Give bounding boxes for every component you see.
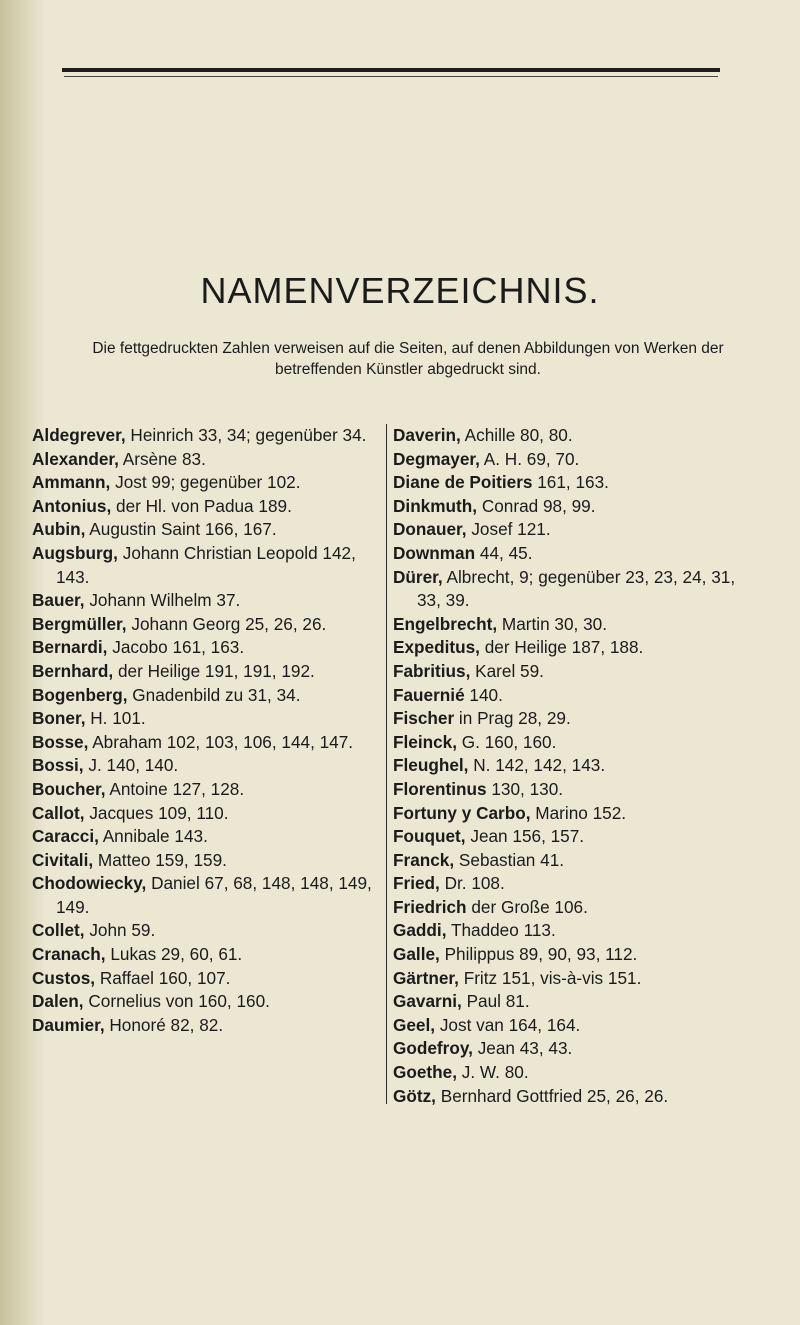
entry-refs: Jacobo 161, 163. (112, 637, 245, 658)
entry-refs: Conrad 98, 99. (481, 495, 596, 516)
entry-name: Donauer, (393, 519, 467, 540)
entry-refs: Jean 43, 43. (477, 1038, 573, 1059)
entry-refs: Martin 30, 30. (501, 613, 607, 634)
index-entry (393, 754, 745, 778)
entry-refs: 44, 45. (479, 542, 533, 563)
index-entry (393, 542, 745, 566)
entry-refs: Lukas 29, 60, 61. (110, 944, 243, 965)
index-entry (393, 919, 745, 943)
entry-name: Dinkmuth, (393, 495, 478, 516)
entry-refs: Dr. 108. (444, 873, 505, 894)
index-entry (393, 1014, 745, 1038)
entry-refs: Cornelius von 160, 160. (88, 991, 270, 1012)
entry-name: Gavarni, (393, 991, 462, 1012)
entry-name: Augsburg, (32, 542, 118, 563)
entry-name: Aldegrever, (32, 425, 126, 445)
entry-name: Expeditus, (393, 637, 480, 658)
entry-refs: Honoré 82, 82. (109, 1014, 224, 1035)
index-entry (393, 943, 745, 967)
index-entry (32, 778, 377, 802)
index-entry (32, 471, 377, 495)
entry-refs: J. 140, 140. (88, 755, 179, 776)
entry-name: Geel, (393, 1014, 436, 1035)
index-entry (393, 1085, 745, 1109)
entry-name: Daverin, (393, 425, 461, 445)
entry-refs: Johann Wilhelm 37. (89, 590, 241, 611)
entry-refs: Josef 121. (471, 519, 551, 540)
entry-refs: Matteo 159, 159. (97, 849, 227, 870)
entry-name: Godefroy, (393, 1038, 473, 1059)
entry-name: Diane de Poitiers (393, 472, 533, 493)
entry-refs: Gnadenbild zu 31, 34. (132, 684, 301, 705)
entry-name: Bergmüller, (32, 613, 127, 634)
index-entry (32, 518, 377, 542)
entry-name: Fabritius, (393, 660, 471, 681)
entry-refs: 161, 163. (537, 472, 609, 493)
index-entry (32, 754, 377, 778)
entry-refs: Albrecht, 9; gegenüber 23, 23, 24, 31, 33, 39. (417, 566, 736, 611)
index-entry (393, 495, 745, 519)
entry-refs: Augustin Saint 166, 167. (89, 519, 277, 540)
entry-name: Cranach, (32, 944, 106, 965)
entry-refs: Arsène 83. (122, 448, 206, 469)
entry-name: Chodowiecky, (32, 873, 147, 894)
index-entry (32, 613, 377, 637)
entry-refs: J. W. 80. (461, 1062, 529, 1083)
entry-refs: 130, 130. (491, 778, 564, 799)
entry-name: Degmayer, (393, 448, 480, 469)
index-entry (393, 566, 745, 613)
entry-name: Dalen, (32, 991, 84, 1012)
index-entry (32, 802, 377, 826)
index-entry (32, 825, 377, 849)
entry-refs: Johann Christian Leopold 142, 143. (56, 542, 356, 587)
index-entry (393, 1037, 745, 1061)
index-entry (393, 660, 745, 684)
index-entry (32, 1014, 377, 1038)
entry-name: Gaddi, (393, 920, 447, 941)
index-entry (393, 825, 745, 849)
entry-name: Franck, (393, 849, 455, 870)
entry-refs: Karel 59. (475, 660, 544, 681)
index-entry (32, 849, 377, 873)
entry-refs: G. 160, 160. (461, 731, 557, 752)
entry-name: Custos, (32, 967, 96, 988)
page-title: NAMENVERZEICHNIS. (200, 270, 600, 311)
index-entry (32, 919, 377, 943)
index-entry (393, 613, 745, 637)
entry-name: Bogenberg, (32, 684, 128, 705)
entry-name: Caracci, (32, 826, 99, 847)
index-entry (393, 684, 745, 708)
entry-name: Fleinck, (393, 731, 457, 752)
top-rule (62, 68, 720, 72)
entry-name: Boner, (32, 708, 86, 729)
entry-name: Dürer, (393, 566, 443, 587)
index-column-left (32, 424, 377, 1037)
index-entry (32, 684, 377, 708)
entry-name: Ammann, (32, 472, 111, 493)
entry-name: Fried, (393, 873, 440, 894)
entry-name: Civitali, (32, 849, 94, 870)
index-entry (393, 424, 745, 448)
index-entry (32, 872, 377, 919)
index-entry (393, 707, 745, 731)
entry-name: Boucher, (32, 778, 106, 799)
index-entry (32, 660, 377, 684)
entry-refs: Achille 80, 80. (464, 425, 573, 445)
index-entry (393, 471, 745, 495)
index-entry (393, 518, 745, 542)
entry-refs: Paul 81. (466, 991, 530, 1012)
entry-refs: der Große 106. (471, 896, 588, 917)
entry-refs: Marino 152. (535, 802, 627, 823)
index-entry (393, 448, 745, 472)
entry-name: Bernardi, (32, 637, 108, 658)
index-entry (393, 1061, 745, 1085)
index-entry (32, 967, 377, 991)
entry-name: Downman (393, 542, 476, 563)
index-entry (393, 849, 745, 873)
entry-name: Antonius, (32, 495, 112, 516)
index-column-right (386, 424, 745, 1104)
entry-name: Bosse, (32, 731, 89, 752)
index-entry (393, 778, 745, 802)
index-entry (393, 967, 745, 991)
index-entry (32, 448, 377, 472)
entry-name: Bauer, (32, 590, 85, 611)
entry-name: Galle, (393, 944, 440, 965)
entry-refs: Thaddeo 113. (450, 920, 556, 941)
entry-name: Friedrich (393, 896, 467, 917)
entry-name: Bernhard, (32, 660, 114, 681)
entry-refs: Jost van 164, 164. (439, 1014, 581, 1035)
entry-refs: Abraham 102, 103, 106, 144, 147. (92, 731, 354, 752)
index-entry (393, 636, 745, 660)
index-entry (32, 731, 377, 755)
entry-refs: der Heilige 191, 191, 192. (117, 660, 315, 681)
entry-refs: Jacques 109, 110. (89, 802, 229, 823)
index-entry (393, 990, 745, 1014)
entry-refs: Heinrich 33, 34; gegenüber 34. (130, 425, 367, 445)
entry-name: Gärtner, (393, 967, 459, 988)
index-entry (393, 731, 745, 755)
entry-refs: der Heilige 187, 188. (484, 637, 644, 658)
entry-name: Collet, (32, 920, 85, 941)
entry-name: Bossi, (32, 755, 84, 776)
index-entry (32, 495, 377, 519)
index-entry (393, 896, 745, 920)
entry-refs: N. 142, 142, 143. (473, 755, 606, 776)
entry-name: Fauernié (393, 684, 465, 705)
entry-refs: Annibale 143. (102, 826, 208, 847)
entry-refs: Raffael 160, 107. (99, 967, 231, 988)
entry-name: Götz, (393, 1085, 436, 1106)
entry-refs: A. H. 69, 70. (483, 448, 580, 469)
entry-refs: H. 101. (90, 708, 146, 729)
entry-name: Callot, (32, 802, 85, 823)
entry-name: Daumier, (32, 1014, 105, 1035)
entry-name: Alexander, (32, 448, 119, 469)
index-entry (32, 943, 377, 967)
entry-name: Fleughel, (393, 755, 469, 776)
index-entry (32, 589, 377, 613)
entry-name: Fortuny y Carbo, (393, 802, 531, 823)
entry-name: Florentinus (393, 778, 487, 799)
entry-name: Engelbrecht, (393, 613, 498, 634)
entry-refs: in Prag 28, 29. (458, 708, 571, 729)
entry-refs: Daniel 67, 68, 148, 148, 149, 149. (56, 873, 372, 917)
top-rule-thin (64, 76, 718, 77)
entry-refs: Jost 99; gegenüber 102. (115, 472, 301, 493)
index-entry (393, 872, 745, 896)
index-entry (32, 636, 377, 660)
entry-refs: Antoine 127, 128. (109, 778, 245, 799)
entry-refs: Fritz 151, vis-à-vis 151. (463, 967, 642, 988)
entry-name: Fouquet, (393, 826, 466, 847)
index-entry (32, 424, 377, 448)
entry-refs: John 59. (89, 920, 156, 941)
index-entry (393, 802, 745, 826)
intro-note: Die fettgedruckten Zahlen verweisen auf die Seiten, auf denen Abbildungen von Werken der betreffenden Künstler abgedruckt sind. (92, 340, 724, 378)
entry-refs: Bernhard Gottfried 25, 26, 26. (440, 1085, 669, 1106)
entry-refs: Sebastian 41. (458, 849, 565, 870)
index-entry (32, 990, 377, 1014)
entry-refs: Philippus 89, 90, 93, 112. (444, 944, 638, 965)
entry-refs: der Hl. von Padua 189. (116, 495, 292, 516)
entry-refs: 140. (469, 684, 503, 705)
entry-refs: Johann Georg 25, 26, 26. (131, 613, 327, 634)
index-entry (32, 542, 377, 589)
entry-name: Aubin, (32, 519, 86, 540)
entry-name: Fischer (393, 708, 455, 729)
index-entry (32, 707, 377, 731)
entry-name: Goethe, (393, 1062, 457, 1083)
entry-refs: Jean 156, 157. (470, 826, 585, 847)
